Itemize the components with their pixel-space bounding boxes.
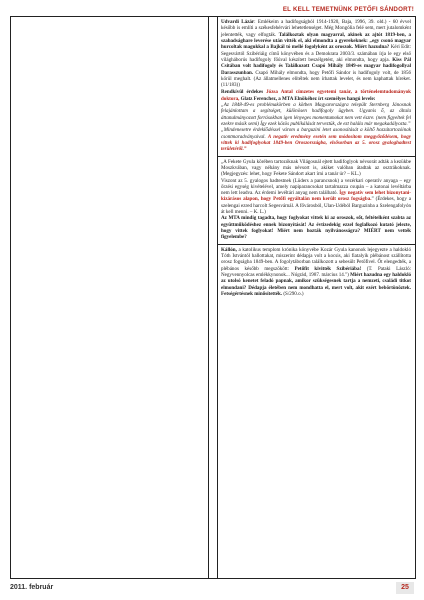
block-2-part-a: Rendkívül érdekes	[221, 89, 264, 96]
block-1-part-c: Találkoztak olyan magyarral, akinek az ajtót 1819-ben, a szabadsághare leverése után vitték el, aki elmondta a gyerekeknek: „egy csonó magyar hurcoltak magukkal a Bajkál tó mellé fogolyként az oroszok. Miért hazudna?	[221, 31, 411, 51]
block-3-part-a: „A Fekete Gyula körében tartozóknak Világosnál ejtett hadifoglyok névsorát adták a kezükbe Moszkvában, vagy néhány más névsort is, akiket valóban átadtak az osztrákoknak. (Megjegyzés: lehet, hogy Fekete Sándort akart írni a tanár úr? – KL.)	[221, 158, 411, 178]
block-3-para	[221, 178, 411, 216]
page-header-title: EL KELL TEMETNÜNK PETŐFI SÁNDORT!	[282, 6, 414, 13]
block-2-part-e: „Mindenesetre érdeklődéssel várom a barguzini letet asonosítását a költő hozzátartozóinak csontmaradványaival.	[221, 127, 411, 140]
block-1-part-a: Udvardi Lázár	[221, 19, 255, 25]
section-divider	[217, 244, 415, 245]
block-4-part-f: (S/290.o.)	[282, 290, 304, 297]
block-4-part-c: Petőfit kivitték Szibériába!	[294, 265, 362, 272]
left-column-divider	[208, 17, 209, 578]
block-2-quote-2	[221, 127, 411, 152]
issue-date: 2011. február	[10, 584, 54, 591]
page-frame	[10, 16, 416, 579]
page-footer	[10, 582, 414, 596]
block-1-part-f: Csapó Mihály elmondta, hogy Petőfi Sándor is hadifogoly volt, de 1856 körül meghalt. (Az állatmellenes elítéltek nem írhattak levelet, és nem kaphattak híreket. (11/183))	[221, 69, 411, 89]
block-4-part-b: a katolikus templom krónika könyvébe Kozár Gyula kanonok lejegyezte a haldokló Tóth Istvántól hallottakat, miszerint dédapja volt a kocsis, aki fiatalyik plébánost szállította orosz fogságba 1849-ben. A fogolytáborban találkozott a sebesült Petőfivel. Őt elengedték, a plébános később megszökött:	[221, 246, 411, 272]
article-block-3	[219, 159, 413, 242]
block-2-part-b: Józsa Antal címzetes egyetemi tanár, a történelemtudományok doktora,	[221, 89, 411, 102]
block-3-part-c: Így negatív sem lehet bizonytani-kizárásos alapon, hogy Petőfi egyáltalán nem került orosz fogságba.	[221, 190, 411, 203]
block-4-part-d: (T. Pataki László: Negyvennyolcas emlékkynonok... Nógrád, 1987. március 14.")	[221, 265, 411, 278]
block-1-part-d: Kéri Edit: Segesvártól Szibériáig című könyvében és a Demokrata 2003/3. számában írja le egy első világháborús hadifogoly főúval készített beszélgetést, aki elmondta, hogy apja.	[221, 44, 411, 63]
block-3-part-d: ” (Érdekes, hogy a szelengai ezred harcolt Segesvárnál. A fővárosból, Ulan-Udéból Barguzinba a Szelengafolyón át kell menni. – K. L.)	[221, 196, 411, 216]
block-1-part-b: : Emlékeim a hadifogságból 1914-1920, Baja, 1996, 39. old.) - 60 évvel később is említi a székesfehérvári lehetetlenséget. Még Mongólia felé sem, mert jutalomként jelentették, vagy elfogták.	[221, 19, 411, 38]
article-block-1	[219, 19, 413, 89]
page-number: 25	[396, 582, 414, 594]
article-block-2	[219, 89, 413, 153]
block-3-part-e: Az MTA mindig tagadta, hogy foglyokat vittek ki az oroszok, sőt, feltételként szabta az együttműködéshez ennek bizonyítását! Az évtizedekig ezzel foglalkozó kutató jelezte, hogy vittek foglyokat! Miért nem hozták nyilvánosságra? MIÉRT nem vették figyelembe?	[221, 215, 411, 241]
article-block-4	[219, 247, 413, 299]
block-2-quote-1: „Az 1848-49-es problémakörben a kötben Magyarországra települt Sternberg Jánosnak felajánlottam a segítséget, különösen hadifogoly ügyben. Ugyanis ő, az általa áttanulmányozott forrásokban igen lényeges momentumokat nem vett észre. (nem figyeltek fel ezekre másik semi) Így ezek közös publikálását terveztük, de ezt halála már megakadályozta.”	[221, 102, 411, 127]
block-1-part-e: Kiss Pál Csitában volt hadifogoly és Találkozott Csapó Mihály 1849-es magyar hadifogollyal Darasszunban.	[221, 56, 411, 76]
block-2-part-c: Glatz Ferenchez, a MTA Elnökéhez írt személyes hangú levele:	[239, 95, 376, 102]
right-column-divider	[217, 17, 218, 578]
block-3-part-b: Viszont az 5. gyalogos hadtestnek (Lüders a parancsnok) a vezérkari operatív anyaga – egy őrzési egység kivételével, amely napiparancsokat tartalmazza csupán – a katonai levéltárba nem lett leadva. Az érdemi levéltári anyag nem található.	[221, 177, 411, 197]
block-4-part-a: Kállón,	[221, 246, 237, 253]
block-4-part-e: Miért hazudna egy haldokló az utolsó kenetet feladó papnak, amikor szükségesnek tartja a nemzeti, családi titkot elmondani? Dédapja életében nem mondhatta el, mert volt, akit ezért bebörtönöztek. Fetségértésnek minősítették.	[221, 271, 411, 297]
text-column	[219, 19, 413, 298]
section-divider	[217, 156, 415, 157]
block-2-part-f: A negatív eredmény esetén sem módosítom meggyőződésem, hogy vittek ki hadifoglyokat 1849-ben Oroszországba, elsősorban az 5. orosz gyaloghadtest területéről.”	[221, 133, 411, 153]
